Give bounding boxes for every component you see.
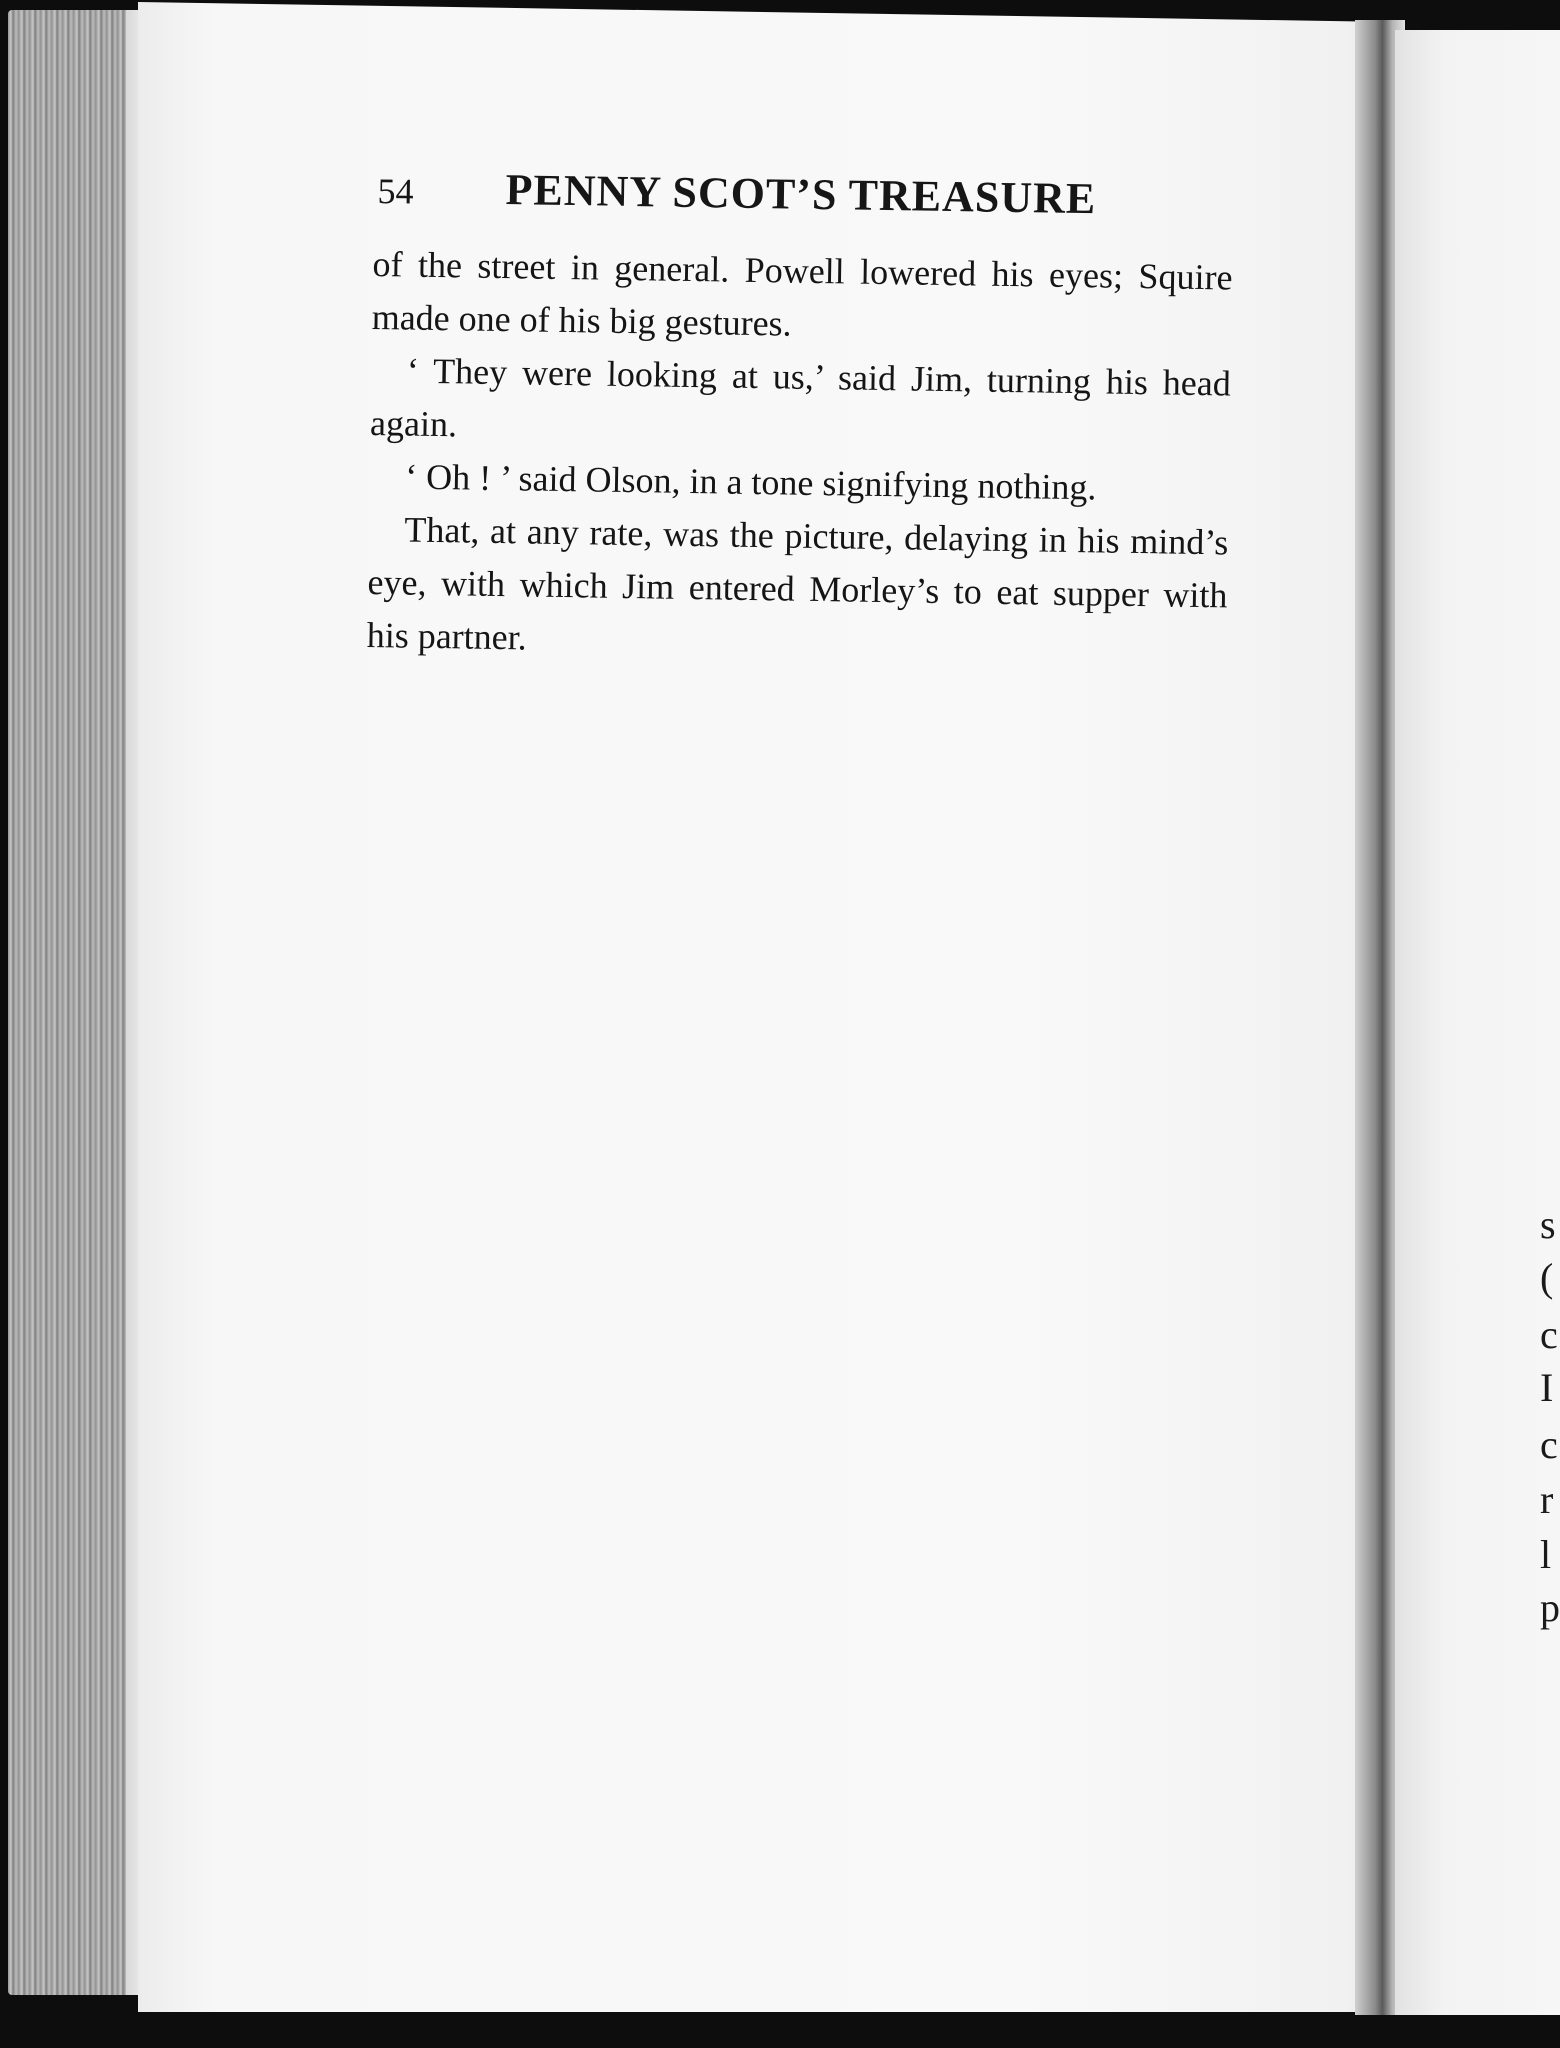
facing-page-fragment: r — [1540, 1477, 1554, 1522]
facing-page-fragment: p — [1540, 1585, 1560, 1630]
running-title: PENNY SCOT’S TREASURE — [505, 165, 1097, 224]
facing-page — [1395, 30, 1560, 2015]
facing-page-fragment: c — [1540, 1422, 1558, 1467]
page-number: 54 — [377, 170, 414, 212]
paragraph: ‘ They were looking at us,’ said Jim, turning his head again. — [369, 350, 1232, 445]
paragraph: That, at any rate, was the picture, delaying in his mind’s eye, with which Jim entered Morley’s to eat supper with his partner. — [366, 509, 1229, 658]
paragraph: of the street in general. Powell lowered his eyes; Squire made one of his big gestures. — [371, 243, 1233, 344]
facing-page-fragment: I — [1540, 1365, 1554, 1410]
paragraph: ‘ Oh ! ’ said Olson, in a tone signifying nothing. — [404, 456, 1097, 508]
page-edges-stack — [8, 10, 148, 1995]
facing-page-fragment: s — [1540, 1202, 1556, 1247]
facing-page-fragment: l — [1540, 1532, 1552, 1577]
facing-page-fragment: ( — [1540, 1255, 1554, 1300]
body-text — [366, 238, 1233, 675]
facing-page-fragment: c — [1540, 1312, 1558, 1357]
